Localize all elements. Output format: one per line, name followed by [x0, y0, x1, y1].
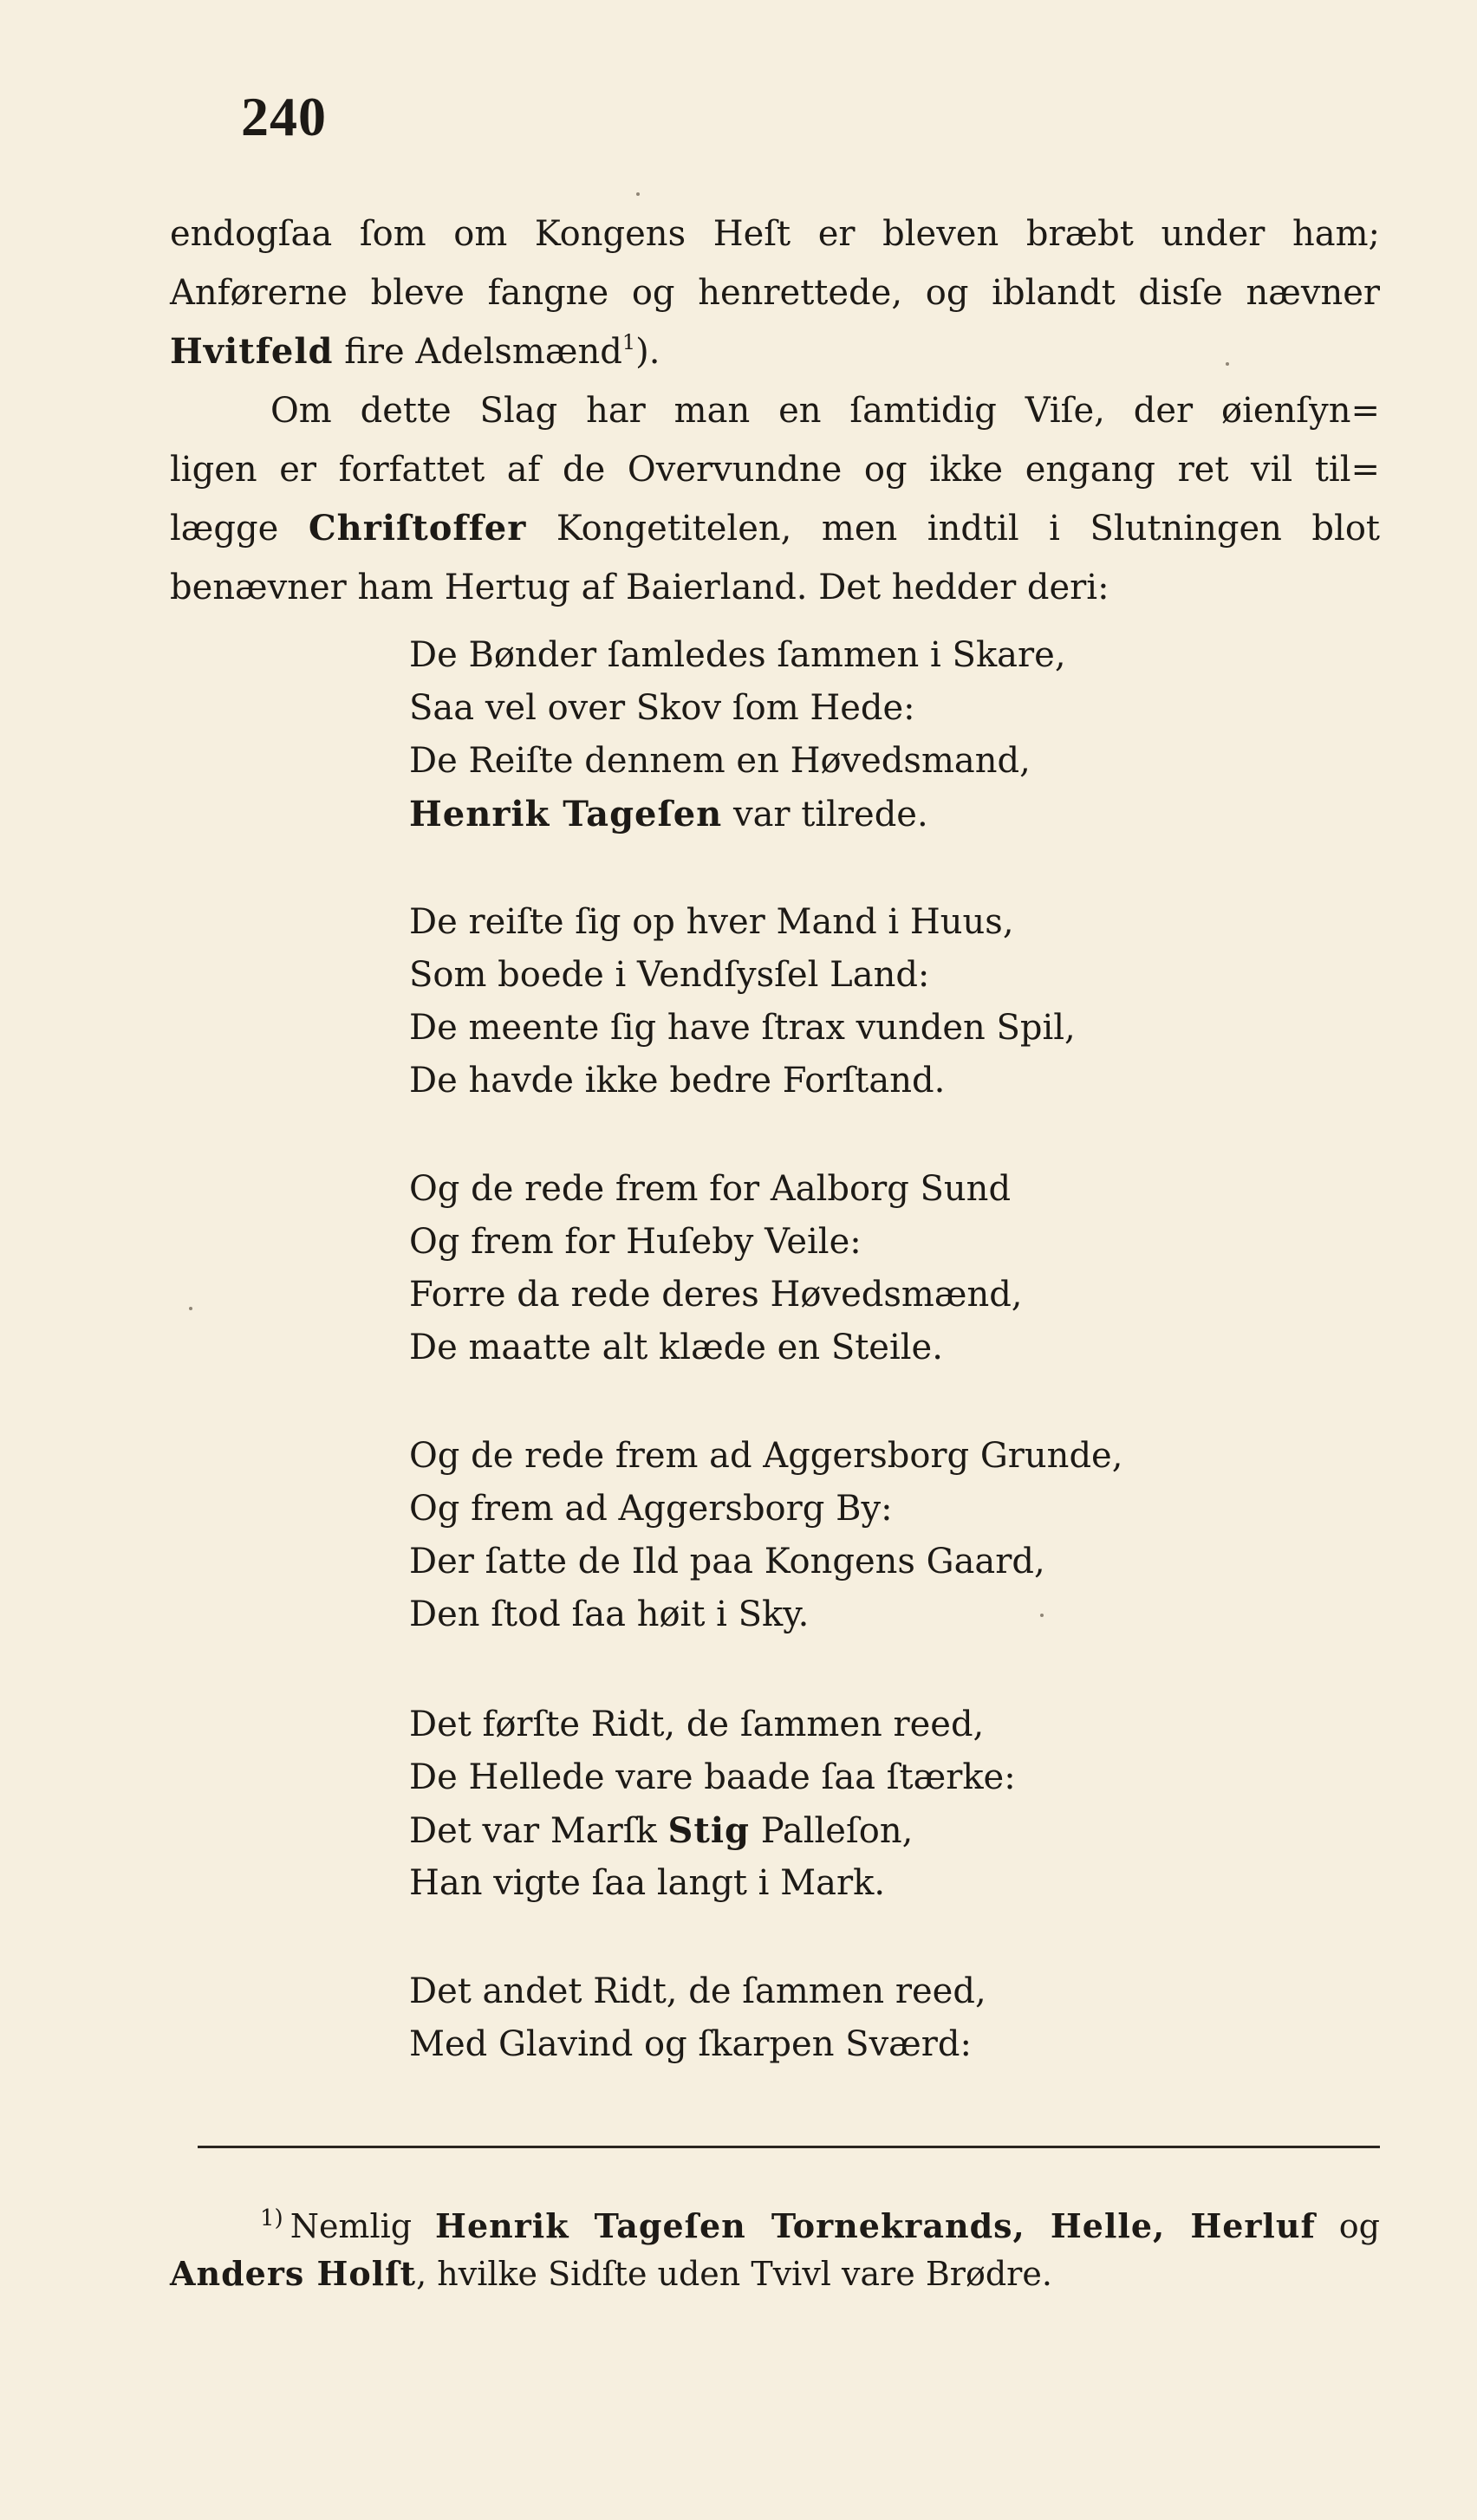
verse-line: Forre da rede deres Høvedsmænd,	[409, 1275, 1023, 1315]
verse-line: De Hellede vare baade ſaa ſtærke:	[409, 1757, 1016, 1797]
verse-stanza	[409, 1698, 1276, 1910]
verse-line: Der ſatte de Ild paa Kongens Gaard,	[409, 1542, 1045, 1581]
verse-line: De maatte alt klæde en Steile.	[409, 1328, 943, 1367]
verse-line: De Reiſte dennem en Høvedsmand,	[409, 741, 1031, 781]
emphasized-name: Chriſtoffer	[308, 508, 527, 549]
verse-line: Som boede i Vendſysſel Land:	[409, 955, 930, 995]
text-line: Om dette Slag har man en ſamtidig Viſe, der øienſyn=	[270, 391, 1380, 431]
emphasized-name: Hvitfeld	[170, 331, 334, 372]
verse-line: Og frem for Huſeby Veile:	[409, 1222, 862, 1262]
verse-line: Og de rede frem for Aalborg Sund	[409, 1169, 1012, 1209]
emphasized-name: Henrik Tageſen Tornekrands, Helle, Herluf	[435, 2206, 1316, 2245]
verse-line: De havde ikke bedre Forſtand.	[409, 1061, 946, 1101]
footnote-divider	[198, 2146, 1380, 2148]
verse-stanza	[409, 629, 1276, 841]
footnote-line: Anders Holſt, hvilke Sidſte uden Tvivl vare Brødre.	[170, 2254, 1052, 2293]
verse-line: Og frem ad Aggersborg By:	[409, 1489, 893, 1529]
text-line: Anførerne bleve fangne og henrettede, og iblandt disſe nævner	[170, 273, 1380, 313]
paragraph-1	[170, 205, 1380, 381]
emphasized-name: Anders Holſt	[170, 2254, 417, 2293]
footnote-line: $^{1)}$ Nemlig Henrik Tageſen Tornekrands, Helle, Herluf og	[260, 2205, 1380, 2245]
text-line: Hvitfeld fire Adelsmænd$^1$).	[170, 330, 660, 372]
paper-speck	[1040, 1614, 1044, 1617]
verse-stanza	[409, 896, 1276, 1107]
verse-line: De reiſte ſig op hver Mand i Huus,	[409, 902, 1014, 942]
verse-stanza	[409, 1965, 1276, 2071]
verse-line: Den ſtod ſaa høit i Sky.	[409, 1594, 810, 1634]
emphasized-name: Henrik Tageſen	[409, 794, 723, 835]
footnote	[170, 2191, 1380, 2302]
verse-line: Det var Marſk Stig Palleſon,	[409, 1810, 914, 1851]
verse-line: Henrik Tageſen var tilrede.	[409, 794, 928, 835]
verse-stanza	[409, 1430, 1276, 1641]
text-line: ligen er forfattet af de Overvundne og ikke engang ret vil til=	[170, 450, 1380, 490]
verse-line: De Bønder ſamledes ſammen i Skare,	[409, 635, 1066, 675]
text-line: lægge Chriſtoffer Kongetitelen, men indtil i Slutningen blot	[170, 508, 1380, 549]
verse-line: De meente ſig have ſtrax vunden Spil,	[409, 1008, 1076, 1048]
paper-speck	[189, 1307, 192, 1310]
verse-line: Han vigte ſaa langt i Mark.	[409, 1863, 886, 1903]
footnote-reference: 1	[621, 330, 636, 354]
verse-line: Med Glavind og ſkarpen Sværd:	[409, 2024, 972, 2064]
verse-line: Saa vel over Skov ſom Hede:	[409, 688, 915, 728]
paragraph-2	[170, 381, 1380, 617]
paper-speck	[636, 192, 640, 196]
text-line: benævner ham Hertug af Baierland. Det hedder deri:	[170, 568, 1109, 607]
verse-stanza	[409, 1163, 1276, 1374]
emphasized-name: Stig	[667, 1810, 751, 1851]
page-number: 240	[241, 86, 327, 147]
verse-line: Og de rede frem ad Aggersborg Grunde,	[409, 1436, 1123, 1476]
text-line: endogſaa ſom om Kongens Heſt er bleven bræbt under ham;	[170, 214, 1380, 254]
paper-speck	[1226, 362, 1229, 366]
verse-line: Det andet Ridt, de ſammen reed,	[409, 1971, 986, 2011]
verse-line: Det førſte Ridt, de ſammen reed,	[409, 1705, 985, 1744]
footnote-marker: 1)	[260, 2205, 283, 2231]
